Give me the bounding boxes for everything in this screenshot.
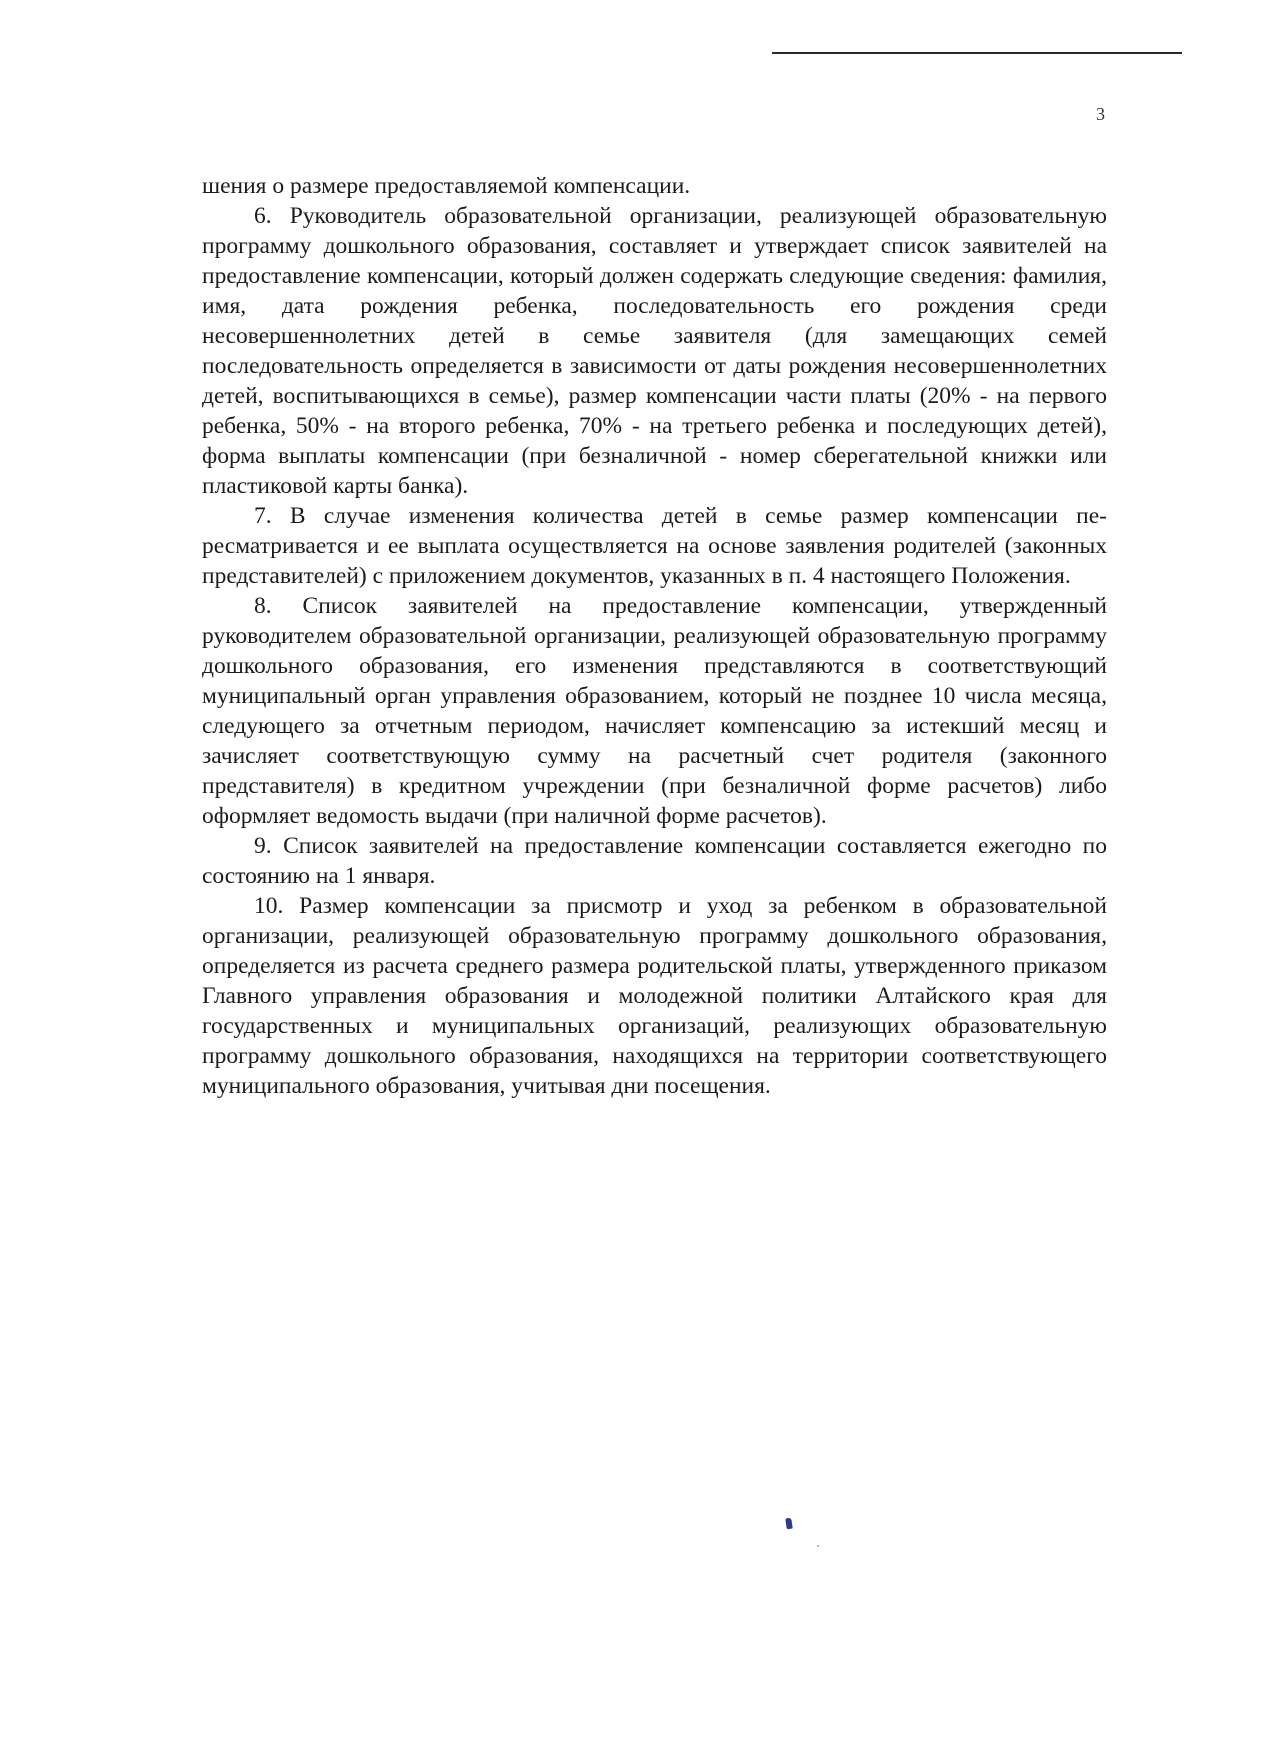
- document-body: [202, 171, 1107, 1101]
- header-rule: [772, 52, 1182, 54]
- paragraph-8: 8. Список заявителей на предоставление компенсации, утвержденный руководителем образовательной организации, реализующей образовательную программу дошкольного образования, его изменения представляются в соответствующий муниципальный орган управления образованием, который не позднее 10 числа месяца, следующего за отчетным периодом, начисляет компенсацию за истекший месяц и зачисляет соответствующую сумму на расчетный счет родителя (законного представителя) в кредитном учреждении (при безналичной форме расчетов) либо оформляет ведомость выдачи (при наличной форме расчетов).: [202, 593, 1107, 829]
- paragraph-continuation: шения о размере предоставляемой компенсации.: [202, 173, 691, 199]
- paragraph-6: 6. Руководитель образовательной организации, реализующей образовательную программу дошкольного образования, составляет и утверждает список заявителей на предоставление компенсации, который должен содержать следующие сведения: фамилия, имя, дата рождения ребенка, последовательность его рождения среди несовершеннолетних детей в семье заявителя (для замещающих семей последовательность определяется в зависимости от даты рождения несовершеннолетних детей, воспитывающихся в семье), размер компенсации части платы (20% - на первого ребенка, 50% - на второго ребенка, 70% - на третьего ребенка и последующих детей), форма выплаты компенсации (при безналичной - номер сберегательной книжки или пластиковой карты банка).: [202, 203, 1107, 499]
- scan-speck: [817, 1545, 819, 1547]
- page-number: 3: [1096, 104, 1105, 124]
- paragraph-10: 10. Размер компенсации за присмотр и уход за ребенком в образовательной организации, реализующей образовательную программу дошкольного образования, определяется из расчета среднего размера родительской платы, утвержденного приказом Главного управления образования и молодежной политики Алтайского края для государственных и муниципальных организаций, реализующих образовательную программу дошкольного образования, находящихся на территории соответствующего муниципального образования, учитывая дни посещения.: [202, 893, 1107, 1099]
- paragraph-9: 9. Список заявителей на предоставление компенсации составляется ежегодно по состоянию на 1 января.: [202, 833, 1107, 889]
- ink-mark: [785, 1518, 792, 1530]
- paragraph-7: 7. В случае изменения количества детей в семье размер компенсации пересматривается и ее выплата осуществляется на основе заявления родителей (законных представителей) с приложением документов, указанных в п. 4 настоящего Положения.: [202, 503, 1107, 589]
